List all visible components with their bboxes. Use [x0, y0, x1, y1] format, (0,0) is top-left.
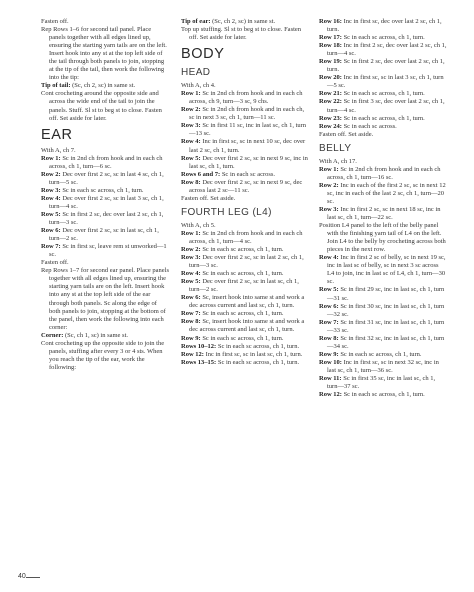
- row-text: Sc in 2nd ch from hook and in each ch, sc in next 3 sc, ch 1, turn—11 sc.: [189, 106, 305, 122]
- paragraph: Fasten off. Set aside.: [181, 194, 236, 202]
- row-text: Inc in first sc, sc in next 32 sc, inc in last sc, ch 1, turn—36 sc.: [327, 358, 439, 374]
- row-text: Dec over first 2 sc, sc in last 3 sc, ch 1, turn—4 sc.: [49, 194, 164, 210]
- instruction-row: [319, 351, 447, 359]
- instruction-row: [319, 206, 447, 222]
- paragraph: Position L4 panel to the left of the belly panel with the finishing yarn tail of L4 on the left. Join L4 to the belly by crocheting across both pieces in the next row.: [319, 222, 446, 254]
- instruction-row: [319, 286, 447, 302]
- row-label: Row 1:: [181, 229, 201, 237]
- row-text: Sc in each sc across, ch 1, turn.: [338, 350, 422, 358]
- row-label: Row 8:: [181, 178, 201, 186]
- section-heading-ear: EAR: [41, 126, 73, 143]
- row-label: Row 7:: [41, 243, 61, 251]
- paragraph: Rep Rows 1–6 for second tail panel. Place panels together with all edges lined up, ensuring the starting yarn tails are on the left. Insert hook into any st at the top left side of the tail through both panels to join, stopping at the tip of the tail, then work the following into the tip:: [41, 26, 167, 82]
- row-text: Inc in first sc, sc in last 3 sc, ch 1, turn—5 sc.: [327, 74, 444, 90]
- row-label: Row 7:: [181, 310, 201, 318]
- row-text: Sc in first 30 sc, inc in last sc, ch 1, turn—32 sc.: [327, 302, 445, 318]
- instruction-row: [319, 74, 447, 90]
- row-label: Row 3:: [181, 254, 201, 262]
- row-text: Sc, insert hook into same st and work a dec across current and last sc, ch 1, turn.: [189, 294, 305, 310]
- row-label: Row 4:: [41, 194, 61, 202]
- row-label: Row 10:: [319, 358, 342, 366]
- row-label: Tip of ear:: [181, 18, 211, 25]
- instruction-row: [319, 166, 447, 182]
- row-text: Inc in first sc, sc in last sc, ch 1, turn.: [203, 350, 303, 358]
- instruction-row: [41, 227, 169, 243]
- row-text: Sc in 2nd ch from hook and in each ch across, ch 1, turn—16 sc.: [327, 165, 441, 181]
- instruction-row: [41, 187, 169, 195]
- row-label: Row 4:: [181, 270, 201, 278]
- instruction-row: [319, 182, 447, 206]
- paragraph: With A, ch 4.: [181, 82, 216, 90]
- row-text: Inc in first 2 sc of belly, sc in next 19 sc, inc in last sc of belly, sc in next 3 sc across L4 to join, inc in last sc of L4, ch 1, turn—30 sc.: [327, 254, 446, 286]
- row-text: Sc in first 31 sc, inc in last sc, ch 1, turn—33 sc.: [327, 318, 445, 334]
- row-label: Row 4:: [181, 138, 201, 146]
- row-text: Sc in 2nd ch from hook and in each ch across, ch 1, turn—6 sc.: [49, 154, 163, 170]
- row-text: Sc in each sc across, ch 1, turn.: [341, 114, 425, 122]
- instruction-row: [181, 18, 309, 26]
- row-label: Row 20:: [319, 74, 342, 82]
- instruction-row: [181, 90, 309, 106]
- instruction-row: [181, 106, 309, 122]
- row-label: Row 3:: [181, 122, 201, 130]
- row-text: Sc in 2nd ch from hook and in each ch across, ch 1, turn—4 sc.: [189, 229, 303, 245]
- row-label: Row 16:: [319, 18, 342, 25]
- row-text: Sc in each sc across, ch 1, turn.: [200, 245, 284, 253]
- paragraph: Cont crocheting up the opposite side to join the panels, stuffing after every 3 or 4 sts. When you reach the tip of the ear, work the following:: [41, 339, 165, 371]
- instruction-row: [319, 254, 447, 286]
- row-label: Row 9:: [319, 350, 339, 358]
- row-text: (Sc, ch 2, sc) in same st.: [70, 82, 136, 90]
- instruction-row: [319, 115, 447, 123]
- row-text: (Sc, ch 1, sc) in same st.: [63, 331, 129, 339]
- subheading-fourth-leg: FOURTH LEG (L4): [181, 206, 272, 218]
- instruction-row: [41, 332, 169, 340]
- instruction-row: [41, 82, 169, 90]
- row-label: Row 9:: [181, 334, 201, 342]
- instruction-row: [181, 294, 309, 310]
- row-text: Sc in first 2 sc, dec over last 2 sc, ch 1, turn—3 sc.: [49, 210, 164, 227]
- row-text: Sc in first 29 sc, inc in last sc, ch 1, turn—31 sc.: [327, 286, 445, 302]
- instruction-row: [181, 335, 309, 343]
- instruction-row: [319, 18, 447, 34]
- row-label: Row 1:: [181, 90, 201, 98]
- row-text: Sc in each sc across.: [341, 122, 397, 130]
- row-label: Row 18:: [319, 42, 342, 50]
- row-text: Dec over first 2 sc, sc in last 2 sc, ch 1, turn—3 sc.: [189, 254, 304, 270]
- instruction-row: [319, 391, 447, 399]
- row-label: Corner:: [41, 331, 64, 339]
- instruction-row: [319, 123, 447, 131]
- row-text: Sc in 2nd ch from hook and in each ch across, ch 9, turn—3 sc, 9 chs.: [189, 90, 303, 106]
- row-label: Row 3:: [41, 186, 61, 194]
- row-label: Row 24:: [319, 122, 342, 130]
- column-left: [41, 18, 169, 372]
- paragraph: With A, ch 17.: [319, 157, 357, 165]
- row-text: Dec over first 2 sc, sc in last sc, ch 1, turn—2 sc.: [49, 227, 159, 243]
- page-number: 40: [18, 573, 26, 580]
- instruction-row: [181, 351, 309, 359]
- instruction-row: [181, 230, 309, 246]
- instruction-row: [181, 310, 309, 318]
- row-label: Row 8:: [319, 334, 339, 342]
- row-text: Sc in each sc across, ch 1, turn.: [60, 186, 144, 194]
- subheading-belly: BELLY: [319, 142, 352, 154]
- row-text: Dec over first 2 sc, sc in last 4 sc, ch 1, turn—5 sc.: [49, 170, 164, 186]
- row-text: Sc in each sc across, ch 1, turn.: [341, 391, 425, 399]
- instruction-row: [181, 318, 309, 334]
- row-text: Sc in each sc across, ch 1, turn.: [216, 342, 300, 350]
- row-label: Row 6:: [181, 294, 201, 302]
- column-right: [319, 18, 447, 399]
- row-label: Row 5:: [181, 278, 201, 286]
- instruction-row: [181, 343, 309, 351]
- paragraph: Cont crocheting around the opposite side and across the wide end of the tail to join the panels. Stuff. Sl st to beg st to close. Fasten off. Set aside for later.: [41, 90, 162, 122]
- folio-rule: [26, 577, 40, 578]
- instruction-row: [319, 34, 447, 42]
- row-text: Sc in first 35 sc, inc in last sc, ch 1, turn—37 sc.: [327, 374, 436, 391]
- row-label: Row 22:: [319, 98, 342, 106]
- instruction-row: [181, 155, 309, 171]
- row-text: Sc in each sc across.: [220, 170, 276, 178]
- row-label: Row 2:: [181, 245, 201, 253]
- row-text: Sc in each sc across, ch 1, turn.: [200, 334, 284, 342]
- row-label: Row 23:: [319, 114, 342, 122]
- instruction-row: [319, 42, 447, 58]
- instruction-row: [319, 58, 447, 74]
- row-text: Sc in first 32 sc, inc in last sc, ch 1, turn—34 sc.: [327, 334, 445, 350]
- instruction-row: [41, 171, 169, 187]
- row-text: (Sc, ch 2, sc) in same st.: [210, 18, 276, 25]
- row-text: Inc in first sc, sc in next 10 sc, dec over last 2 sc, ch 1, turn.: [189, 138, 306, 154]
- row-label: Rows 10–12:: [181, 342, 217, 350]
- row-text: Sc in first 2 sc, dec over last 2 sc, ch 1, turn.: [327, 58, 445, 74]
- paragraph: Rep Rows 1–7 for second ear panel. Place panels together with all edges lined up, ensuring the starting yarn tails are on the left. Insert hook into any st at the top left side of the ear through both panels. Sc along the edge of both panels to join, stopping at the bottom of the panel, then work the following into each corner:: [41, 267, 169, 331]
- row-text: Sc in each sc across, ch 1, turn.: [200, 270, 284, 278]
- instruction-row: [41, 195, 169, 211]
- row-text: Sc in first sc, leave rem st unworked—1 sc.: [49, 243, 167, 259]
- instruction-row: [319, 303, 447, 319]
- row-label: Row 5:: [41, 210, 61, 218]
- instruction-row: [319, 319, 447, 335]
- instruction-row: [319, 90, 447, 98]
- instruction-row: [181, 359, 309, 367]
- paragraph: Top up stuffing. Sl st to beg st to close. Fasten off. Set aside for later.: [181, 26, 302, 42]
- instruction-row: [319, 375, 447, 391]
- row-label: Row 2:: [181, 106, 201, 114]
- row-label: Row 6:: [319, 302, 339, 310]
- row-label: Row 11:: [319, 374, 342, 382]
- row-label: Row 2:: [41, 170, 61, 178]
- row-text: Dec over first 2 sc, sc in next 9 sc, dec across last 2 sc—11 sc.: [189, 178, 303, 194]
- row-label: Row 12:: [181, 350, 204, 358]
- row-label: Tip of tail:: [41, 82, 71, 90]
- instruction-row: [181, 179, 309, 195]
- row-label: Row 21:: [319, 90, 342, 98]
- paragraph: With A, ch 5.: [181, 221, 216, 229]
- row-text: Sc in each sc across, ch 1, turn.: [341, 90, 425, 98]
- section-heading-body: BODY: [181, 46, 225, 63]
- paragraph: Fasten off. Set aside.: [319, 130, 374, 138]
- instruction-row: [41, 243, 169, 259]
- row-label: Row 19:: [319, 58, 342, 66]
- row-text: Sc in each sc across, ch 1, turn.: [341, 34, 425, 42]
- row-label: Rows 6 and 7:: [181, 170, 221, 178]
- row-text: Sc, insert hook into same st and work a dec across current and last sc, ch 1, turn.: [189, 318, 305, 334]
- paragraph: Fasten off.: [41, 259, 69, 267]
- row-text: Sc in first 11 sc, inc in last sc, ch 1, turn—13 sc.: [189, 122, 307, 138]
- row-text: Sc in each sc across, ch 1, turn.: [200, 310, 284, 318]
- row-label: Row 5:: [181, 154, 201, 162]
- subheading-head: HEAD: [181, 67, 211, 79]
- row-text: Inc in each of the first 2 sc, sc in next 12 sc, inc in each of the last 2 sc, ch 1, turn—20 sc.: [327, 181, 446, 205]
- row-label: Row 3:: [319, 205, 339, 213]
- row-label: Row 5:: [319, 286, 339, 294]
- row-label: Row 17:: [319, 34, 342, 42]
- instruction-row: [319, 359, 447, 375]
- row-label: Row 8:: [181, 318, 201, 326]
- row-label: Row 4:: [319, 254, 339, 262]
- row-text: Sc in each sc across, ch 1, turn.: [216, 358, 300, 366]
- instruction-row: [181, 254, 309, 270]
- row-label: Row 6:: [41, 227, 61, 235]
- instruction-row: [181, 278, 309, 294]
- paragraph: Fasten off.: [41, 18, 69, 25]
- row-label: Row 1:: [319, 165, 339, 173]
- instruction-row: [319, 335, 447, 351]
- row-label: Row 1:: [41, 154, 61, 162]
- instruction-row: [41, 155, 169, 171]
- row-label: Row 12:: [319, 391, 342, 399]
- instruction-row: [181, 171, 309, 179]
- row-text: Inc in first 2 sc, sc in next 18 sc, inc in last sc, ch 1, turn—22 sc.: [327, 205, 441, 222]
- column-middle: [181, 18, 309, 367]
- row-text: Dec over first 2 sc, sc in last sc, ch 1, turn—2 sc.: [189, 278, 299, 294]
- row-text: Inc in first 2 sc, dec over last 2 sc, ch 1, turn—4 sc.: [327, 42, 447, 58]
- row-label: Row 2:: [319, 181, 339, 189]
- instruction-row: [181, 122, 309, 138]
- row-text: Sc in first 3 sc, dec over last 2 sc, ch 1, turn—4 sc.: [327, 98, 445, 114]
- instruction-row: [181, 138, 309, 154]
- instruction-row: [181, 246, 309, 254]
- row-label: Rows 13–15:: [181, 358, 217, 366]
- row-label: Row 7:: [319, 318, 339, 326]
- instruction-row: [319, 98, 447, 114]
- instruction-row: [181, 270, 309, 278]
- paragraph: With A, ch 7.: [41, 146, 76, 154]
- row-text: Dec over first 2 sc, sc in next 9 sc, inc in last sc, ch 1, turn.: [189, 154, 308, 170]
- row-text: Inc in first sc, dec over last 2 sc, ch 1, turn.: [327, 18, 442, 34]
- instruction-row: [41, 211, 169, 227]
